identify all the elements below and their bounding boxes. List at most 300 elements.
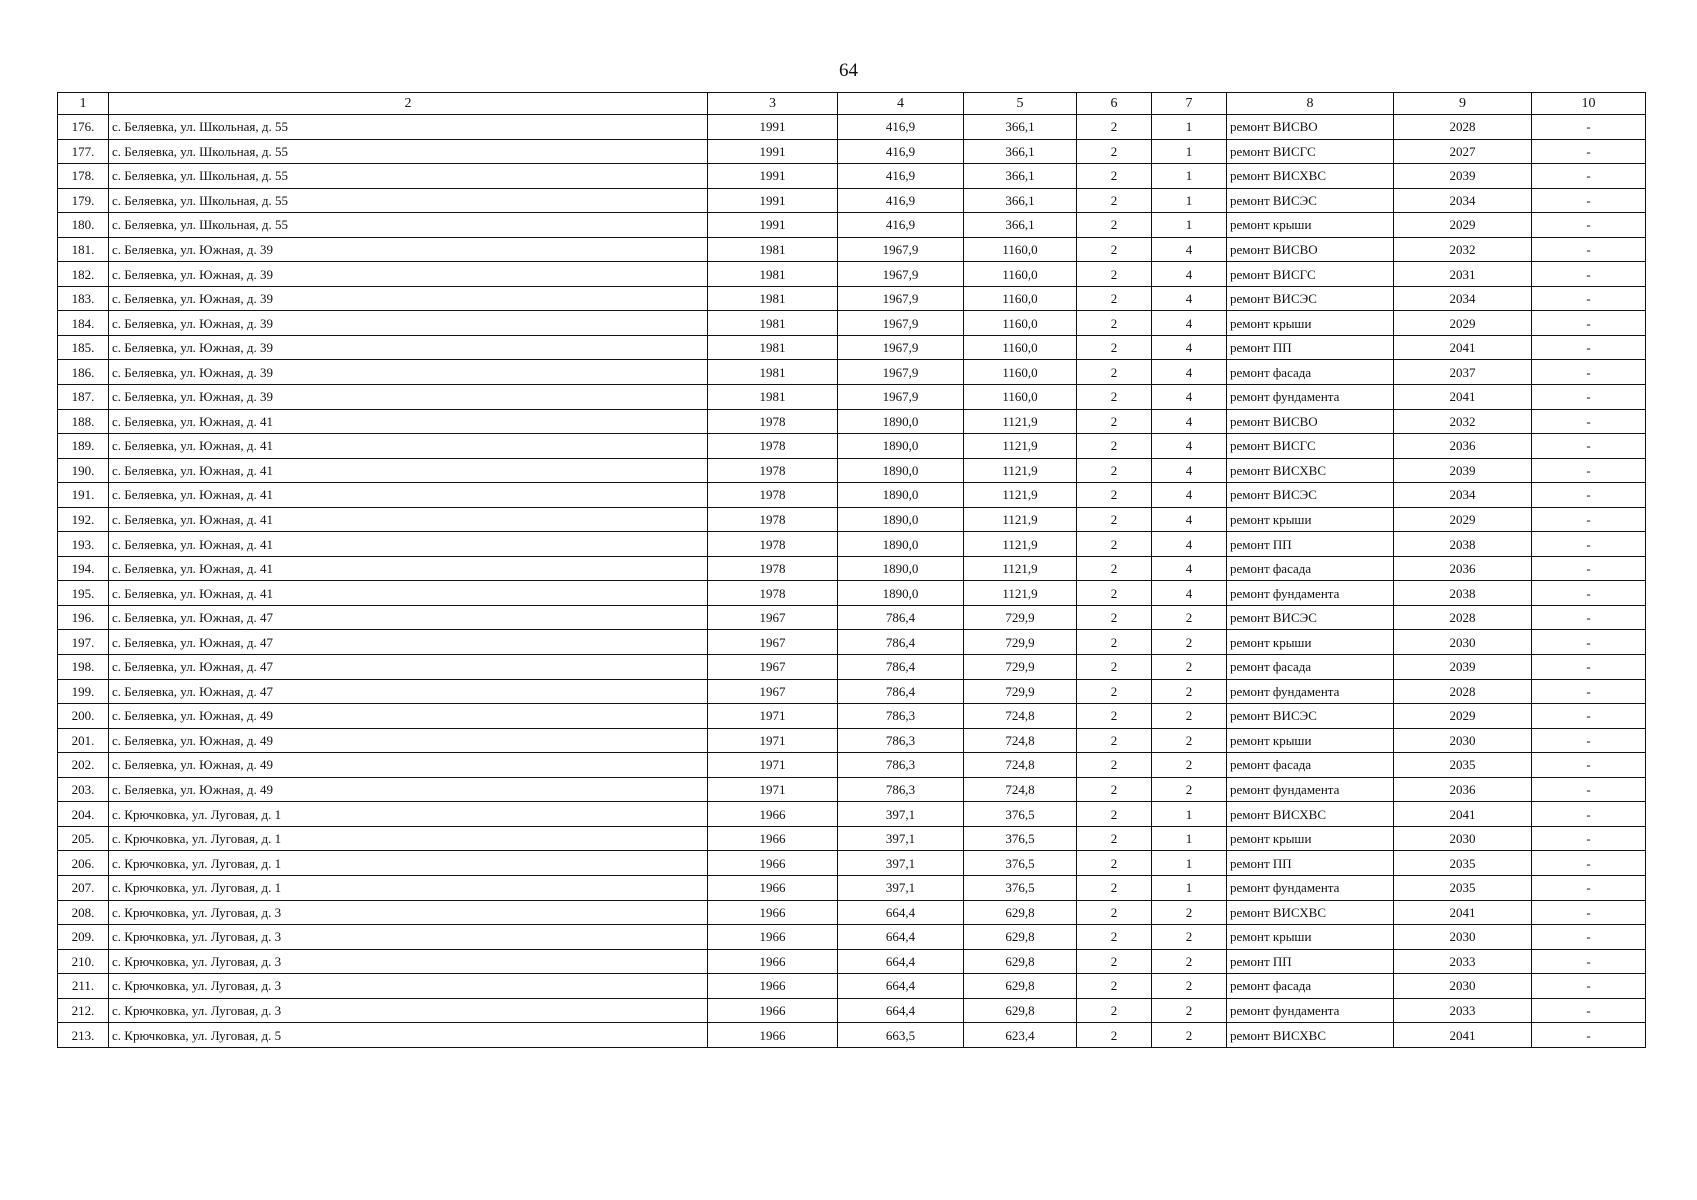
year-cell: 1981 — [708, 311, 838, 336]
col-6-cell: 2 — [1077, 385, 1152, 410]
table-row — [58, 164, 1646, 189]
row-number-cell: 184. — [58, 311, 109, 336]
year-planned-cell: 2029 — [1394, 213, 1532, 238]
area-total-cell: 1890,0 — [838, 581, 964, 606]
row-number-cell: 193. — [58, 532, 109, 557]
column-header-2: 2 — [109, 93, 708, 115]
row-number-cell: 189. — [58, 434, 109, 459]
col-6-cell: 2 — [1077, 802, 1152, 827]
table-row — [58, 581, 1646, 606]
work-type-cell: ремонт фундамента — [1227, 679, 1394, 704]
col-10-cell: - — [1532, 581, 1646, 606]
col-6-cell: 2 — [1077, 826, 1152, 851]
year-cell: 1978 — [708, 556, 838, 581]
area-living-cell: 1121,9 — [964, 434, 1077, 459]
row-number-cell: 203. — [58, 777, 109, 802]
row-number-cell: 199. — [58, 679, 109, 704]
area-living-cell: 724,8 — [964, 753, 1077, 778]
row-number-cell: 204. — [58, 802, 109, 827]
table-row — [58, 434, 1646, 459]
column-header-8: 8 — [1227, 93, 1394, 115]
area-living-cell: 1121,9 — [964, 409, 1077, 434]
area-total-cell: 786,3 — [838, 777, 964, 802]
work-type-cell: ремонт крыши — [1227, 213, 1394, 238]
table-row — [58, 630, 1646, 655]
area-total-cell: 786,3 — [838, 753, 964, 778]
year-planned-cell: 2036 — [1394, 434, 1532, 459]
area-living-cell: 1160,0 — [964, 335, 1077, 360]
col-10-cell: - — [1532, 311, 1646, 336]
area-total-cell: 1890,0 — [838, 434, 964, 459]
col-6-cell: 2 — [1077, 704, 1152, 729]
year-cell: 1966 — [708, 925, 838, 950]
column-header-7: 7 — [1152, 93, 1227, 115]
year-cell: 1991 — [708, 188, 838, 213]
area-total-cell: 663,5 — [838, 1023, 964, 1048]
area-total-cell: 416,9 — [838, 115, 964, 140]
col-7-cell: 2 — [1152, 998, 1227, 1023]
row-number-cell: 185. — [58, 335, 109, 360]
col-6-cell: 2 — [1077, 875, 1152, 900]
address-cell: с. Беляевка, ул. Южная, д. 49 — [109, 728, 708, 753]
row-number-cell: 180. — [58, 213, 109, 238]
col-6-cell: 2 — [1077, 139, 1152, 164]
col-7-cell: 1 — [1152, 164, 1227, 189]
table-row — [58, 679, 1646, 704]
repair-schedule-table — [57, 92, 1646, 1048]
address-cell: с. Беляевка, ул. Школьная, д. 55 — [109, 164, 708, 189]
col-6-cell: 2 — [1077, 434, 1152, 459]
area-total-cell: 664,4 — [838, 900, 964, 925]
area-living-cell: 1121,9 — [964, 458, 1077, 483]
col-10-cell: - — [1532, 704, 1646, 729]
area-total-cell: 664,4 — [838, 949, 964, 974]
col-7-cell: 2 — [1152, 1023, 1227, 1048]
work-type-cell: ремонт крыши — [1227, 311, 1394, 336]
area-total-cell: 1967,9 — [838, 286, 964, 311]
col-10-cell: - — [1532, 139, 1646, 164]
table-row — [58, 139, 1646, 164]
col-6-cell: 2 — [1077, 851, 1152, 876]
work-type-cell: ремонт ВИСГС — [1227, 434, 1394, 459]
row-number-cell: 211. — [58, 974, 109, 999]
address-cell: с. Беляевка, ул. Южная, д. 39 — [109, 385, 708, 410]
table-row — [58, 802, 1646, 827]
area-total-cell: 786,3 — [838, 704, 964, 729]
col-10-cell: - — [1532, 605, 1646, 630]
address-cell: с. Беляевка, ул. Южная, д. 47 — [109, 630, 708, 655]
year-cell: 1978 — [708, 434, 838, 459]
table-row — [58, 826, 1646, 851]
col-10-cell: - — [1532, 1023, 1646, 1048]
year-planned-cell: 2036 — [1394, 777, 1532, 802]
area-total-cell: 1890,0 — [838, 409, 964, 434]
table-row — [58, 335, 1646, 360]
work-type-cell: ремонт фундамента — [1227, 581, 1394, 606]
area-living-cell: 729,9 — [964, 605, 1077, 630]
year-cell: 1966 — [708, 875, 838, 900]
col-7-cell: 1 — [1152, 139, 1227, 164]
year-cell: 1991 — [708, 115, 838, 140]
work-type-cell: ремонт фасада — [1227, 753, 1394, 778]
area-living-cell: 366,1 — [964, 188, 1077, 213]
work-type-cell: ремонт ВИСХВС — [1227, 164, 1394, 189]
address-cell: с. Беляевка, ул. Южная, д. 41 — [109, 434, 708, 459]
work-type-cell: ремонт ВИСЭС — [1227, 286, 1394, 311]
area-living-cell: 1160,0 — [964, 237, 1077, 262]
area-living-cell: 729,9 — [964, 679, 1077, 704]
row-number-cell: 212. — [58, 998, 109, 1023]
year-cell: 1971 — [708, 777, 838, 802]
address-cell: с. Крючковка, ул. Луговая, д. 1 — [109, 826, 708, 851]
col-10-cell: - — [1532, 777, 1646, 802]
col-10-cell: - — [1532, 360, 1646, 385]
col-7-cell: 4 — [1152, 385, 1227, 410]
row-number-cell: 191. — [58, 483, 109, 508]
work-type-cell: ремонт ВИСЭС — [1227, 188, 1394, 213]
col-10-cell: - — [1532, 409, 1646, 434]
table-row — [58, 605, 1646, 630]
table-row — [58, 385, 1646, 410]
address-cell: с. Беляевка, ул. Школьная, д. 55 — [109, 139, 708, 164]
row-number-cell: 200. — [58, 704, 109, 729]
page-number: 64 — [839, 60, 858, 81]
work-type-cell: ремонт фундамента — [1227, 777, 1394, 802]
area-living-cell: 1121,9 — [964, 507, 1077, 532]
year-cell: 1981 — [708, 385, 838, 410]
col-7-cell: 1 — [1152, 826, 1227, 851]
area-total-cell: 1890,0 — [838, 458, 964, 483]
year-planned-cell: 2035 — [1394, 851, 1532, 876]
year-cell: 1978 — [708, 507, 838, 532]
area-living-cell: 376,5 — [964, 802, 1077, 827]
year-cell: 1967 — [708, 655, 838, 680]
work-type-cell: ремонт ВИСГС — [1227, 139, 1394, 164]
work-type-cell: ремонт ВИСХВС — [1227, 1023, 1394, 1048]
area-total-cell: 1890,0 — [838, 507, 964, 532]
col-7-cell: 4 — [1152, 458, 1227, 483]
work-type-cell: ремонт фасада — [1227, 655, 1394, 680]
col-7-cell: 1 — [1152, 851, 1227, 876]
area-total-cell: 786,4 — [838, 679, 964, 704]
table-row — [58, 458, 1646, 483]
year-cell: 1966 — [708, 826, 838, 851]
work-type-cell: ремонт ВИСВО — [1227, 115, 1394, 140]
table-row — [58, 851, 1646, 876]
year-planned-cell: 2041 — [1394, 335, 1532, 360]
address-cell: с. Беляевка, ул. Школьная, д. 55 — [109, 115, 708, 140]
col-6-cell: 2 — [1077, 409, 1152, 434]
work-type-cell: ремонт ПП — [1227, 851, 1394, 876]
area-living-cell: 376,5 — [964, 826, 1077, 851]
work-type-cell: ремонт крыши — [1227, 630, 1394, 655]
year-planned-cell: 2032 — [1394, 409, 1532, 434]
address-cell: с. Крючковка, ул. Луговая, д. 3 — [109, 900, 708, 925]
year-cell: 1971 — [708, 728, 838, 753]
address-cell: с. Беляевка, ул. Южная, д. 41 — [109, 532, 708, 557]
column-header-9: 9 — [1394, 93, 1532, 115]
col-10-cell: - — [1532, 826, 1646, 851]
work-type-cell: ремонт ВИСЭС — [1227, 605, 1394, 630]
address-cell: с. Беляевка, ул. Южная, д. 49 — [109, 704, 708, 729]
address-cell: с. Крючковка, ул. Луговая, д. 1 — [109, 802, 708, 827]
year-cell: 1967 — [708, 679, 838, 704]
row-number-cell: 194. — [58, 556, 109, 581]
table-row — [58, 753, 1646, 778]
col-6-cell: 2 — [1077, 630, 1152, 655]
year-planned-cell: 2033 — [1394, 998, 1532, 1023]
col-6-cell: 2 — [1077, 507, 1152, 532]
col-7-cell: 2 — [1152, 974, 1227, 999]
address-cell: с. Беляевка, ул. Южная, д. 49 — [109, 753, 708, 778]
area-total-cell: 397,1 — [838, 851, 964, 876]
col-7-cell: 2 — [1152, 679, 1227, 704]
col-10-cell: - — [1532, 753, 1646, 778]
row-number-cell: 186. — [58, 360, 109, 385]
table-row — [58, 360, 1646, 385]
table-row — [58, 704, 1646, 729]
row-number-cell: 209. — [58, 925, 109, 950]
area-living-cell: 366,1 — [964, 164, 1077, 189]
year-planned-cell: 2031 — [1394, 262, 1532, 287]
work-type-cell: ремонт крыши — [1227, 728, 1394, 753]
col-7-cell: 4 — [1152, 434, 1227, 459]
year-cell: 1966 — [708, 974, 838, 999]
col-10-cell: - — [1532, 483, 1646, 508]
area-living-cell: 629,8 — [964, 949, 1077, 974]
col-7-cell: 4 — [1152, 360, 1227, 385]
col-6-cell: 2 — [1077, 483, 1152, 508]
col-10-cell: - — [1532, 164, 1646, 189]
address-cell: с. Беляевка, ул. Южная, д. 47 — [109, 605, 708, 630]
col-10-cell: - — [1532, 728, 1646, 753]
address-cell: с. Крючковка, ул. Луговая, д. 5 — [109, 1023, 708, 1048]
col-6-cell: 2 — [1077, 974, 1152, 999]
work-type-cell: ремонт ВИСГС — [1227, 262, 1394, 287]
year-cell: 1978 — [708, 409, 838, 434]
row-number-cell: 197. — [58, 630, 109, 655]
year-planned-cell: 2037 — [1394, 360, 1532, 385]
year-cell: 1971 — [708, 753, 838, 778]
col-7-cell: 4 — [1152, 262, 1227, 287]
col-7-cell: 4 — [1152, 286, 1227, 311]
col-7-cell: 4 — [1152, 581, 1227, 606]
col-7-cell: 4 — [1152, 335, 1227, 360]
address-cell: с. Беляевка, ул. Южная, д. 41 — [109, 483, 708, 508]
col-7-cell: 2 — [1152, 630, 1227, 655]
row-number-cell: 208. — [58, 900, 109, 925]
area-total-cell: 1967,9 — [838, 311, 964, 336]
row-number-cell: 207. — [58, 875, 109, 900]
address-cell: с. Крючковка, ул. Луговая, д. 3 — [109, 949, 708, 974]
col-6-cell: 2 — [1077, 655, 1152, 680]
area-total-cell: 664,4 — [838, 925, 964, 950]
table-row — [58, 777, 1646, 802]
row-number-cell: 176. — [58, 115, 109, 140]
work-type-cell: ремонт ПП — [1227, 532, 1394, 557]
area-total-cell: 416,9 — [838, 139, 964, 164]
work-type-cell: ремонт ПП — [1227, 949, 1394, 974]
col-10-cell: - — [1532, 875, 1646, 900]
col-10-cell: - — [1532, 385, 1646, 410]
work-type-cell: ремонт ВИСХВС — [1227, 458, 1394, 483]
year-cell: 1978 — [708, 483, 838, 508]
year-planned-cell: 2029 — [1394, 704, 1532, 729]
area-living-cell: 1160,0 — [964, 311, 1077, 336]
year-cell: 1981 — [708, 262, 838, 287]
address-cell: с. Беляевка, ул. Южная, д. 39 — [109, 311, 708, 336]
row-number-cell: 205. — [58, 826, 109, 851]
column-header-6: 6 — [1077, 93, 1152, 115]
col-6-cell: 2 — [1077, 115, 1152, 140]
area-total-cell: 786,4 — [838, 655, 964, 680]
col-10-cell: - — [1532, 925, 1646, 950]
year-cell: 1971 — [708, 704, 838, 729]
table-row — [58, 262, 1646, 287]
col-6-cell: 2 — [1077, 262, 1152, 287]
year-planned-cell: 2036 — [1394, 556, 1532, 581]
row-number-cell: 178. — [58, 164, 109, 189]
col-10-cell: - — [1532, 262, 1646, 287]
table-row — [58, 900, 1646, 925]
col-10-cell: - — [1532, 434, 1646, 459]
year-planned-cell: 2035 — [1394, 753, 1532, 778]
area-total-cell: 786,4 — [838, 630, 964, 655]
row-number-cell: 192. — [58, 507, 109, 532]
year-planned-cell: 2038 — [1394, 581, 1532, 606]
area-living-cell: 366,1 — [964, 115, 1077, 140]
col-6-cell: 2 — [1077, 605, 1152, 630]
table-row — [58, 655, 1646, 680]
address-cell: с. Беляевка, ул. Южная, д. 41 — [109, 458, 708, 483]
table-row — [58, 286, 1646, 311]
area-total-cell: 397,1 — [838, 802, 964, 827]
table-body — [58, 115, 1646, 1048]
col-6-cell: 2 — [1077, 998, 1152, 1023]
address-cell: с. Беляевка, ул. Южная, д. 41 — [109, 507, 708, 532]
area-living-cell: 1121,9 — [964, 483, 1077, 508]
col-7-cell: 2 — [1152, 925, 1227, 950]
work-type-cell: ремонт фасада — [1227, 360, 1394, 385]
address-cell: с. Беляевка, ул. Южная, д. 39 — [109, 360, 708, 385]
area-living-cell: 366,1 — [964, 139, 1077, 164]
row-number-cell: 206. — [58, 851, 109, 876]
year-cell: 1981 — [708, 286, 838, 311]
area-living-cell: 1121,9 — [964, 532, 1077, 557]
area-living-cell: 629,8 — [964, 998, 1077, 1023]
year-planned-cell: 2030 — [1394, 925, 1532, 950]
col-6-cell: 2 — [1077, 164, 1152, 189]
area-living-cell: 729,9 — [964, 630, 1077, 655]
col-7-cell: 4 — [1152, 237, 1227, 262]
year-planned-cell: 2030 — [1394, 826, 1532, 851]
row-number-cell: 187. — [58, 385, 109, 410]
table-row — [58, 728, 1646, 753]
col-6-cell: 2 — [1077, 213, 1152, 238]
col-10-cell: - — [1532, 998, 1646, 1023]
row-number-cell: 198. — [58, 655, 109, 680]
col-10-cell: - — [1532, 286, 1646, 311]
table-row — [58, 556, 1646, 581]
year-planned-cell: 2041 — [1394, 802, 1532, 827]
table-row — [58, 115, 1646, 140]
year-planned-cell: 2038 — [1394, 532, 1532, 557]
col-6-cell: 2 — [1077, 949, 1152, 974]
col-6-cell: 2 — [1077, 1023, 1152, 1048]
col-6-cell: 2 — [1077, 556, 1152, 581]
area-total-cell: 1890,0 — [838, 532, 964, 557]
year-cell: 1981 — [708, 360, 838, 385]
address-cell: с. Крючковка, ул. Луговая, д. 1 — [109, 875, 708, 900]
col-7-cell: 2 — [1152, 704, 1227, 729]
work-type-cell: ремонт ВИСЭС — [1227, 704, 1394, 729]
col-10-cell: - — [1532, 188, 1646, 213]
year-cell: 1991 — [708, 164, 838, 189]
column-header-4: 4 — [838, 93, 964, 115]
address-cell: с. Беляевка, ул. Южная, д. 39 — [109, 237, 708, 262]
year-cell: 1966 — [708, 1023, 838, 1048]
address-cell: с. Беляевка, ул. Южная, д. 39 — [109, 335, 708, 360]
year-planned-cell: 2039 — [1394, 458, 1532, 483]
area-living-cell: 376,5 — [964, 875, 1077, 900]
table-row — [58, 875, 1646, 900]
col-10-cell: - — [1532, 335, 1646, 360]
col-7-cell: 4 — [1152, 556, 1227, 581]
address-cell: с. Крючковка, ул. Луговая, д. 1 — [109, 851, 708, 876]
area-total-cell: 664,4 — [838, 998, 964, 1023]
col-6-cell: 2 — [1077, 900, 1152, 925]
row-number-cell: 181. — [58, 237, 109, 262]
year-cell: 1966 — [708, 949, 838, 974]
col-6-cell: 2 — [1077, 188, 1152, 213]
col-7-cell: 1 — [1152, 875, 1227, 900]
address-cell: с. Крючковка, ул. Луговая, д. 3 — [109, 974, 708, 999]
area-total-cell: 1967,9 — [838, 385, 964, 410]
year-planned-cell: 2028 — [1394, 115, 1532, 140]
year-cell: 1967 — [708, 605, 838, 630]
col-6-cell: 2 — [1077, 237, 1152, 262]
col-10-cell: - — [1532, 679, 1646, 704]
address-cell: с. Беляевка, ул. Южная, д. 47 — [109, 679, 708, 704]
col-10-cell: - — [1532, 532, 1646, 557]
work-type-cell: ремонт крыши — [1227, 826, 1394, 851]
year-cell: 1967 — [708, 630, 838, 655]
year-planned-cell: 2030 — [1394, 728, 1532, 753]
year-planned-cell: 2041 — [1394, 1023, 1532, 1048]
area-living-cell: 629,8 — [964, 925, 1077, 950]
col-10-cell: - — [1532, 802, 1646, 827]
col-7-cell: 1 — [1152, 188, 1227, 213]
year-planned-cell: 2029 — [1394, 311, 1532, 336]
table-row — [58, 532, 1646, 557]
table-row — [58, 974, 1646, 999]
column-header-5: 5 — [964, 93, 1077, 115]
col-10-cell: - — [1532, 507, 1646, 532]
area-living-cell: 1160,0 — [964, 262, 1077, 287]
area-total-cell: 397,1 — [838, 875, 964, 900]
year-planned-cell: 2029 — [1394, 507, 1532, 532]
year-planned-cell: 2039 — [1394, 655, 1532, 680]
area-living-cell: 366,1 — [964, 213, 1077, 238]
col-7-cell: 1 — [1152, 213, 1227, 238]
row-number-cell: 195. — [58, 581, 109, 606]
address-cell: с. Крючковка, ул. Луговая, д. 3 — [109, 925, 708, 950]
col-7-cell: 4 — [1152, 311, 1227, 336]
col-7-cell: 2 — [1152, 949, 1227, 974]
work-type-cell: ремонт фундамента — [1227, 385, 1394, 410]
area-total-cell: 1967,9 — [838, 360, 964, 385]
year-cell: 1981 — [708, 335, 838, 360]
